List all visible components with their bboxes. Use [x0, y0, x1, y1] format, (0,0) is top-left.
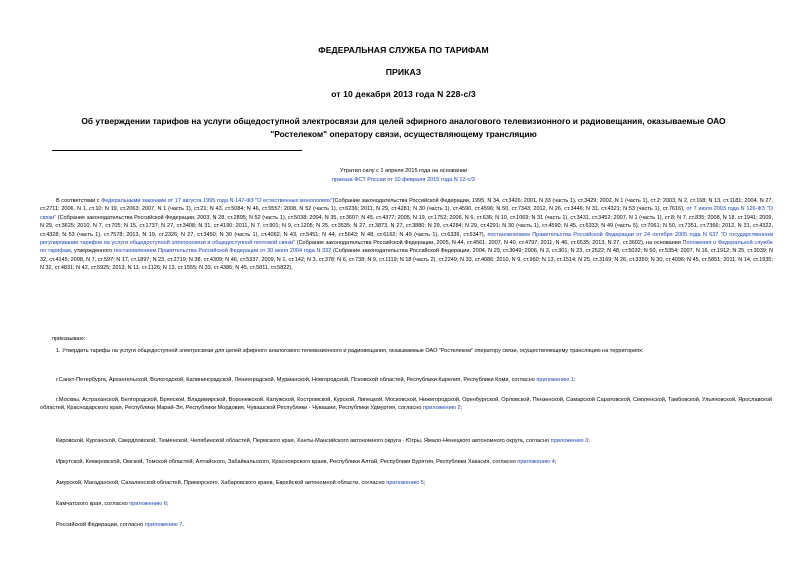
divider	[52, 150, 302, 151]
title-line-1: Об утверждении тарифов на услуги общедоступной электросвязи для целей эфирного аналогового телевизионного и радиовещания, оказываемые ОАО	[81, 116, 726, 126]
lapsed-order-link[interactable]: приказа ФСТ России от 10 февраля 2015 года N 12-с/3	[332, 177, 475, 183]
regulation-fst-link[interactable]: Положения о Федеральной службе по тарифам	[40, 240, 773, 255]
clause-1-text: 1. Утвердить тарифы на услуги общедоступной электросвязи для целей эфирного аналогового телевизионного и радиовещания, оказываемые ОАО "Ростелеком" оператору связи, осуществляющему трансляцию на территориях:	[56, 348, 644, 354]
appendix-2-link[interactable]: приложению 2	[423, 405, 461, 412]
region-item	[56, 500, 773, 508]
region-item	[56, 437, 773, 445]
appendix-7-link[interactable]: приложению 7	[144, 522, 183, 528]
preamble-text: (Собрание законодательства Российской Федерации, 1995, N 34, ст.3426; 2001, N 33 (часть 1), ст.3429; 2002, N 1 (часть 1), ст.2; 2003, N 2, ст.168; N 13, ст.1181; 2004, N 27, ст.2711; 2006, N 1, ст.10; N 19, ст.2063; 2007, N 1 (часть 1), ст.21; N 43, ст.5084; N 46, ст.5557; 2008, N 52 (часть 1), ст.6236; 2011, N 29, ст.4281; N 30 (часть 1), ст.4590, ст.4596; N 50, ст.7343; 2012, N 26, ст.3446; N 31, ст.4321; N 53 (часть 1), ст.7616),	[40, 198, 774, 213]
preamble-text: (Собрание законодательства Российской Федерации, 2004, N 29, ст.3049; 2006, N 3, ст.301; N 23, ст.2522; N 48, ст.5032; N 50, ст.5354; 2007, N 16, ст.1912; N 25, ст.3039; N 32, ст.4145; 2008, N 7, ст.597; N 17, ст.1897; N 23, ст.2719; N 38, ст.4309; N 46, ст.5337; 2009, N 1, ст.142; N 3, ст.378; N 6, ст.738; N 9, ст.1119; N 18 (часть 2), ст.2249; N 33, ст.4086; 2010, N 9, ст.960; N 13, ст.1514; N 25, ст.3169; N 26, ст.3350; N 30, ст.4096; N 45, ст.5851; 2011, N 14, ст.1935; N 32, ст.4831; N 42, ст.5925; 2013, N 11, ст.1126; N 13, ст.1555; N 33, ст.4386; N 45, ст.5811, ст.5822),	[40, 248, 774, 272]
document-date: от 10 декабря 2013 года N 228-с/3	[331, 89, 476, 99]
region-text: Амурской, Магаданской, Сахалинской областей, Приморского, Хабаровского краев, Еврейской автономной области, согласно	[56, 480, 387, 486]
region-end: ;	[554, 459, 557, 465]
preamble-text: , утвержденного	[70, 248, 114, 255]
region-end: ;	[460, 405, 463, 412]
resolution-637-link[interactable]: постановлением Правительства Российской Федерации от 24 октября 2005 года N 637 "О государственном регулировании тарифов на услуги общедоступной электросвязи и общедоступной почтовой связи"	[40, 231, 773, 247]
region-text: Кировской, Курганской, Свердловской, Тюменской, Челябинской областей, Пермского края, Ханты-Мансийского автономного округа - Югры, Ямало-Ненецкого автономного округа, согласно	[56, 438, 551, 444]
preamble-text: В соответствии с	[56, 198, 102, 204]
appendix-6-link[interactable]: приложению 6	[129, 501, 167, 507]
document-title	[70, 115, 737, 141]
region-end: ;	[423, 480, 426, 486]
resolution-332-link[interactable]: постановлением Правительства Российской Федерации от 30 июня 2004 года N 332	[113, 248, 332, 255]
preamble-text: (Собрание законодательства Российской Федерации, 2003, N 28, ст.2895; N 52 (часть 1), ст.5038; 2004, N 35, ст.3607; N 45, ст.4377; 2005, N 19, ст.1752; 2006, N 6, ст.636; N 10, ст.1069; N 31 (часть 1), ст.3431, ст.3452; 2007, N 1 (часть 1), ст.8; N 7, ст.835; 2008, N 18, ст.1941; 2009, N 29, ст.3625; 2010, N 7, ст.705; N 15, ст.1737; N 27, ст.3408; N 31, ст.4190; 2011, N 7, ст.901; N 9, ст.1205; N 25, ст.3535; N 27, ст.3873, N 27, ст.3880; N 29, ст.4284; N 29, ст.4291; N 30 (часть 1), ст.4590; N 45, ст.6333; N 49 (часть 5), ст.7061; N 50, ст.7351, ст.7366; 2012, N 31, ст.4322, ст.4328; N 53 (часть 1), ст.7578; 2013, N 19, ст.2326; N 27, ст.3450; N 30 (часть 1), ст.4062; N 43, ст.5451; N 44, ст.5643; N 48, ст.6162; N 49 (часть 1), ст.6339, ст.6347),	[40, 214, 773, 238]
agency-name: ФЕДЕРАЛЬНАЯ СЛУЖБА ПО ТАРИФАМ	[318, 45, 489, 55]
appendix-5-link[interactable]: приложению 5	[386, 480, 424, 486]
region-item	[56, 479, 773, 487]
region-text: г.Санкт-Петербурга, Архангельской, Вологодской, Калининградской, Ленинградской, Мурманской, Новгородской, Псковской областей, Республики Карелия, Республики Коми, согласно	[56, 377, 537, 383]
preamble-text: (Собрание законодательства Российской Федерации, 2005, N 44, ст.4561; 2007, N 40, ст.4797; 2011, N 46, ст.6535; 2013, N 27, ст.3602), на основании	[295, 240, 683, 247]
region-text: г.Москвы, Астраханской, Белгородской, Брянской, Владимирской, Воронежской, Калужской, Костромской, Курской, Липецкой, Московской, Нижегородской, Оренбургской, Орловской, Пензенской, Самарской Саратовской, Смоленской, Тамбовской, Ульяновской, Ярославской областей, Краснодарского края, Республики Марий-Эл, Республики Мордовия, Чувашской Республики - Чувашии, Республики Удмуртия, согласно	[40, 397, 772, 412]
lapsed-note: Утратил силу с 1 апреля 2015 года на основании	[339, 168, 468, 174]
order-word: приказываю:	[52, 336, 86, 342]
appendix-1-link[interactable]: приложению 1	[536, 377, 574, 383]
region-item	[40, 396, 773, 413]
region-end: ;	[573, 377, 576, 383]
region-end: ;	[588, 438, 590, 444]
appendix-3-link[interactable]: приложению 3	[550, 438, 589, 444]
region-end: ;	[166, 501, 169, 507]
region-item	[56, 376, 773, 384]
title-line-2: "Ростелеком" оператору связи, осуществляющему трансляцию	[270, 129, 537, 139]
clause-1	[40, 347, 773, 355]
region-item	[56, 521, 773, 529]
law-126-fz-link[interactable]: от 7 июля 2003 года N 126-ФЗ "О связи"	[40, 206, 773, 221]
preamble	[40, 197, 773, 273]
region-text: Российской Федерации, согласно	[56, 522, 145, 528]
region-end: .	[182, 522, 184, 528]
document-type: ПРИКАЗ	[385, 67, 422, 77]
region-text: Иркутской, Кемеровской, Омской, Томской областей, Алтайского, Забайкальского, Красноярского краев, Республики Алтай, Республики Бурятия, Республики Хакасия, согласно	[56, 459, 518, 465]
region-item	[56, 458, 773, 466]
appendix-4-link[interactable]: приложению 4	[517, 459, 555, 465]
region-text: Камчатского края, согласно	[56, 501, 130, 507]
law-147-fz-link[interactable]: Федеральными законами от 17 августа 1995 года N 147-ФЗ "О естественных монополиях"	[101, 198, 333, 204]
